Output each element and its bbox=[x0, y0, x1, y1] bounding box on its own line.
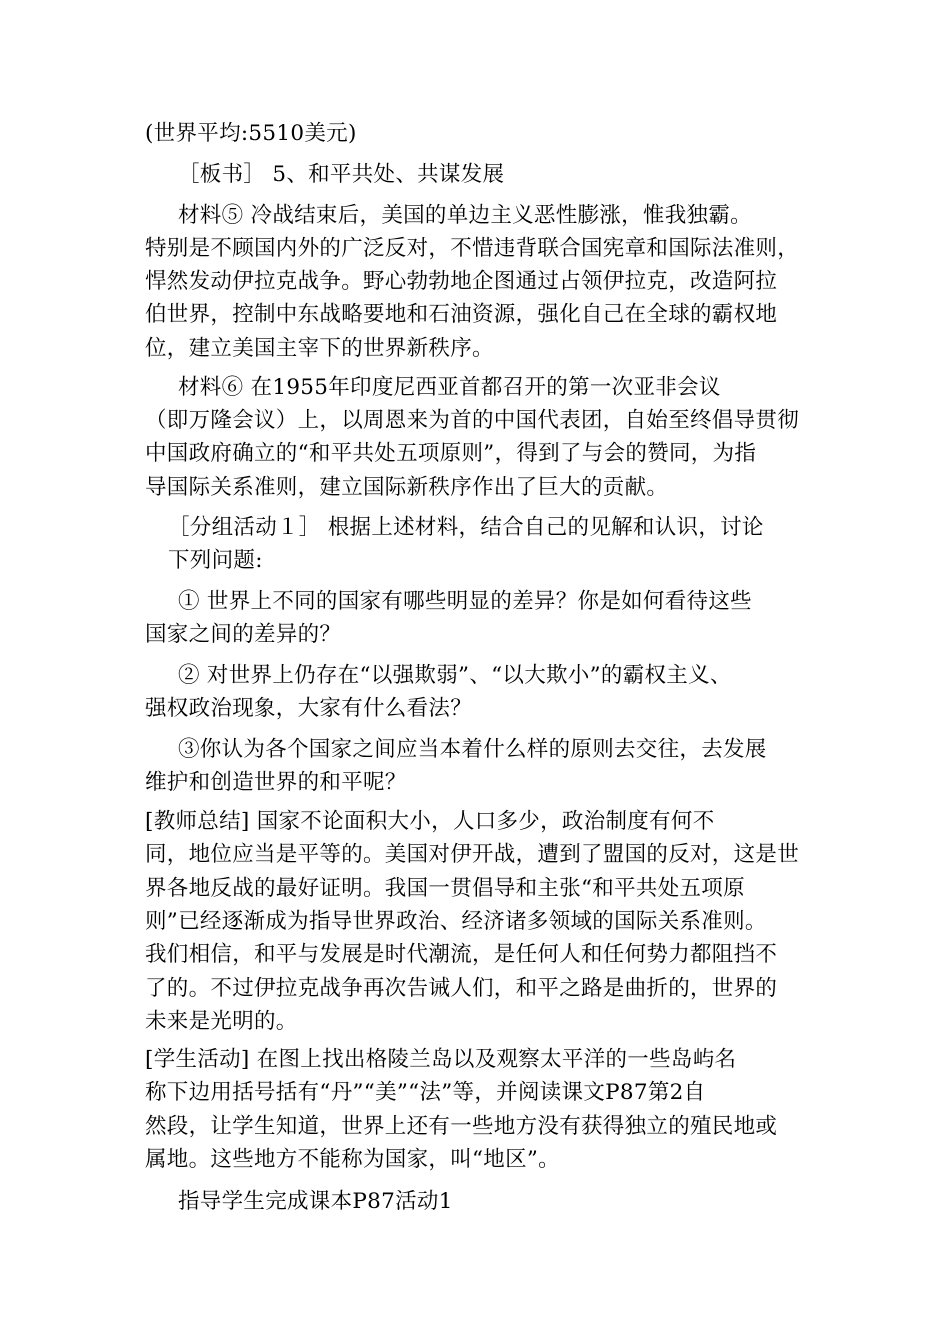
question-1-line-1: ① 世界上不同的国家有哪些明显的差异？你是如何看待这些 bbox=[178, 589, 752, 614]
student-activity-line-1: [学生活动] 在图上找出格陵兰岛以及观察太平洋的一些岛屿名 bbox=[145, 1047, 737, 1072]
question-1-line-2: 国家之间的差异的？ bbox=[145, 622, 342, 647]
question-3-line-1: ③你认为各个国家之间应当本着什么样的原则去交往，去发展 bbox=[178, 737, 767, 762]
group-activity-line-2: 下列问题: bbox=[168, 548, 263, 573]
student-activity-line-3: 然段，让学生知道，世界上还有一些地方没有获得独立的殖民地或 bbox=[145, 1114, 778, 1139]
group-activity-heading: ［分组活动１］ 根据上述材料，结合自己的见解和认识，讨论 bbox=[168, 515, 764, 540]
teacher-summary-line-7: 未来是光明的。 bbox=[145, 1009, 298, 1034]
material-5-line-4: 伯世界，控制中东战略要地和石油资源，强化自己在全球的霸权地 bbox=[145, 302, 778, 327]
guidance-line: 指导学生完成课本P87活动1 bbox=[178, 1189, 453, 1214]
student-activity-line-4: 属地。这些地方不能称为国家，叫“地区”。 bbox=[145, 1147, 560, 1172]
teacher-summary-line-3: 界各地反战的最好证明。我国一贯倡导和主张“和平共处五项原 bbox=[145, 876, 745, 901]
material-6-line-2: （即万隆会议）上，以周恩来为首的中国代表团，自始至终倡导贯彻 bbox=[145, 408, 800, 433]
board-heading: ［板书］ 5、和平共处、共谋发展 bbox=[178, 162, 505, 187]
question-3-line-2: 维护和创造世界的和平呢？ bbox=[145, 770, 407, 795]
material-5-line-5: 位，建立美国主宰下的世界新秩序。 bbox=[145, 336, 494, 361]
question-2-line-1: ② 对世界上仍存在“以强欺弱”、“以大欺小”的霸权主义、 bbox=[178, 663, 732, 688]
student-activity-line-2: 称下边用括号括有“丹”“美”“法”等，并阅读课文P87第2自 bbox=[145, 1080, 706, 1105]
material-6-line-1: 材料⑥ 在1955年印度尼西亚首都召开的第一次亚非会议 bbox=[178, 375, 721, 400]
world-average-note: (世界平均:5510美元) bbox=[145, 121, 357, 146]
material-6-line-3: 中国政府确立的“和平共处五项原则”，得到了与会的赞同，为指 bbox=[145, 441, 757, 466]
teacher-summary-line-6: 了的。不过伊拉克战争再次告诫人们，和平之路是曲折的，世界的 bbox=[145, 976, 778, 1001]
teacher-summary-line-4: 则”已经逐渐成为指导世界政治、经济诸多领域的国际关系准则。 bbox=[145, 909, 767, 934]
material-5-line-3: 悍然发动伊拉克战争。野心勃勃地企图通过占领伊拉克，改造阿拉 bbox=[145, 269, 778, 294]
teacher-summary-line-2: 同，地位应当是平等的。美国对伊开战，遭到了盟国的反对，这是世 bbox=[145, 842, 800, 867]
teacher-summary-line-5: 我们相信，和平与发展是时代潮流，是任何人和任何势力都阻挡不 bbox=[145, 942, 778, 967]
teacher-summary-line-1: [教师总结] 国家不论面积大小，人口多少，政治制度有何不 bbox=[145, 809, 715, 834]
question-2-line-2: 强权政治现象，大家有什么看法？ bbox=[145, 696, 473, 721]
material-5-line-2: 特别是不顾国内外的广泛反对，不惜违背联合国宪章和国际法准则， bbox=[145, 236, 800, 261]
material-5-line-1: 材料⑤ 冷战结束后，美国的单边主义恶性膨涨，惟我独霸。 bbox=[178, 203, 752, 228]
material-6-line-4: 导国际关系准则，建立国际新秩序作出了巨大的贡献。 bbox=[145, 475, 669, 500]
